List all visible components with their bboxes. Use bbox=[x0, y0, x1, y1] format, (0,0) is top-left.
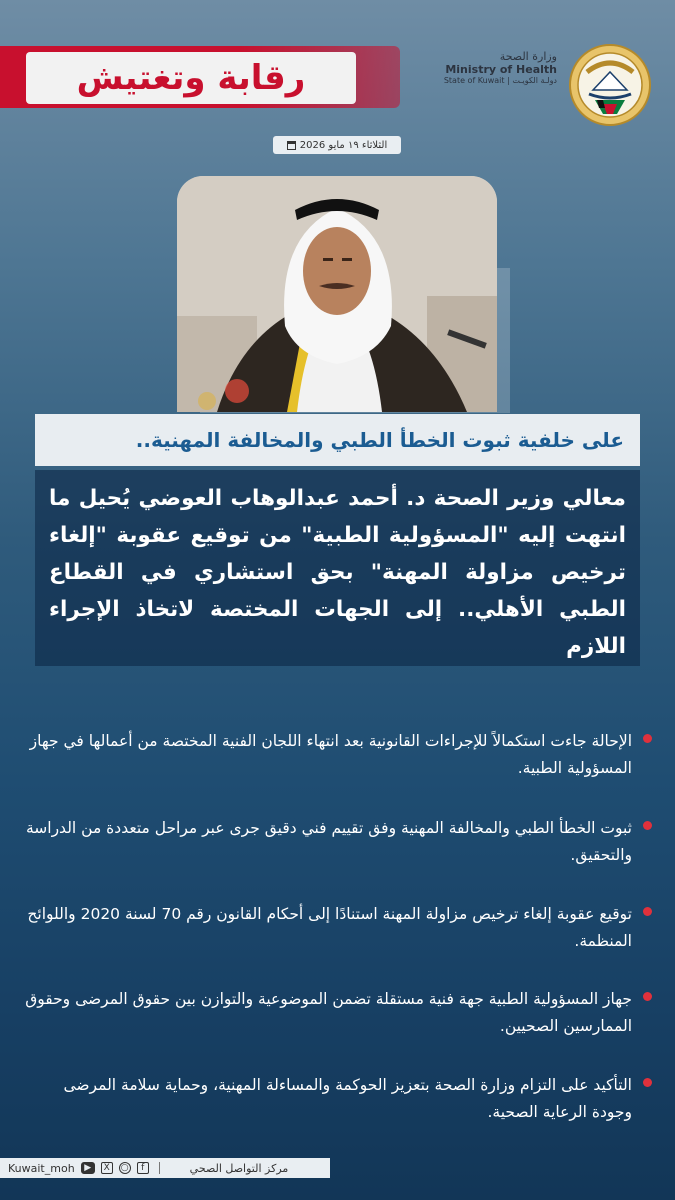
bullet-text: ثبوت الخطأ الطبي والمخالفة المهنية وفق تقييم فني دقيق جرى عبر مراحل متعددة من الدراسة والتحقيق. bbox=[25, 819, 632, 864]
bullet-item bbox=[20, 728, 652, 782]
date-badge bbox=[273, 136, 401, 154]
main-statement: معالي وزير الصحة د. أحمد عبدالوهاب العوضي يُحيل ما انتهت إليه "المسؤولية الطبية" من توقيع عقوبة "إلغاء ترخيص مزاولة المهنة" بحق استشاري في القطاع الطبي الأهلي.. إلى الجهات المختصة لاتخاذ الإجراء اللازم bbox=[49, 486, 626, 659]
bullet-dot-icon bbox=[643, 821, 652, 830]
main-statement-box bbox=[35, 470, 640, 666]
minister-photo bbox=[177, 176, 497, 412]
minister-portrait-icon bbox=[177, 176, 497, 412]
x-icon[interactable]: X bbox=[101, 1162, 113, 1174]
title-plate bbox=[26, 52, 356, 104]
state-line: State of Kuwait | دولـة الكويـت bbox=[443, 76, 557, 86]
page-title: رقابة وتغتيش bbox=[76, 58, 306, 98]
kuwait-emblem-icon bbox=[567, 42, 653, 128]
social-handle[interactable]: Kuwait_moh bbox=[8, 1161, 75, 1175]
bullet-dot-icon bbox=[643, 907, 652, 916]
ministry-label bbox=[357, 50, 557, 86]
center-name: مركز التواصل الصحي bbox=[189, 1161, 289, 1175]
calendar-icon bbox=[287, 141, 296, 150]
bullet-text: الإحالة جاءت استكمالاً للإجراءات القانونية بعد انتهاء اللجان الفنية المختصة من أعمالها في جهاز المسؤولية الطبية. bbox=[29, 732, 632, 777]
ministry-name-ar: وزارة الصحة bbox=[499, 50, 557, 63]
subheading: على خلفية ثبوت الخطأ الطبي والمخالفة المهنية.. bbox=[135, 428, 624, 452]
bullet-text: جهاز المسؤولية الطبية جهة فنية مستقلة تضمن الموضوعية والتوازن بين حقوق المرضى وحقوق الممارسين الصحيين. bbox=[25, 990, 632, 1035]
youtube-icon[interactable]: ▶ bbox=[81, 1162, 95, 1174]
bullet-item bbox=[20, 901, 652, 955]
subheading-bar bbox=[35, 414, 640, 466]
ministry-name-en: Ministry of Health bbox=[445, 63, 557, 77]
facebook-icon[interactable]: f bbox=[137, 1162, 149, 1174]
bullet-dot-icon bbox=[643, 734, 652, 743]
bullet-dot-icon bbox=[643, 1078, 652, 1087]
bullet-text: توقيع عقوبة إلغاء ترخيص مزاولة المهنة استنادًا إلى أحكام القانون رقم 70 لسنة 2020 واللوائح المنظمة. bbox=[27, 905, 632, 950]
bullet-item bbox=[20, 986, 652, 1040]
bullet-item bbox=[20, 815, 652, 869]
bullet-text: التأكيد على التزام وزارة الصحة بتعزيز الحوكمة والمساءلة المهنية، وحماية سلامة المرضى وجودة الرعاية الصحية. bbox=[63, 1076, 632, 1121]
footer-bar bbox=[0, 1158, 330, 1178]
instagram-icon[interactable]: ○ bbox=[119, 1162, 131, 1174]
date-text: الثلاثاء ١٩ مايو 2026 bbox=[299, 139, 388, 151]
bullet-dot-icon bbox=[643, 992, 652, 1001]
footer-divider bbox=[159, 1162, 160, 1174]
bullet-item bbox=[20, 1072, 652, 1126]
